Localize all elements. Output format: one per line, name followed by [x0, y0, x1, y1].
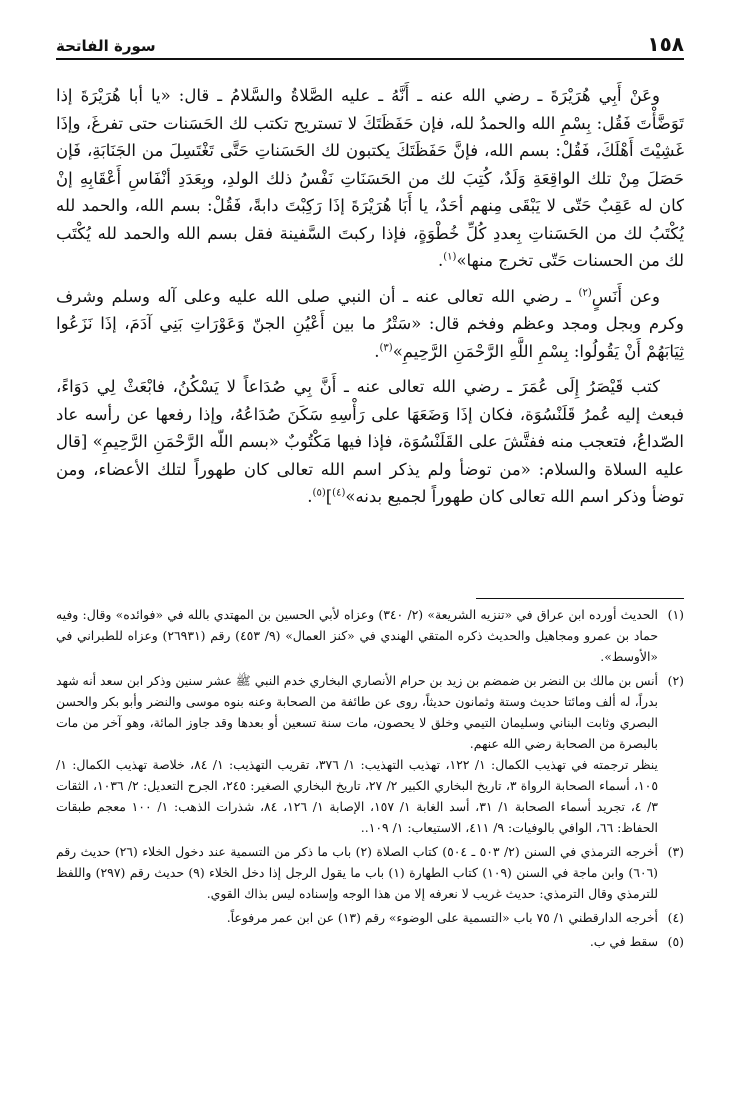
footnote-divider	[476, 598, 684, 599]
footnote	[56, 670, 684, 838]
footnote-marker-3: (٣)	[379, 342, 393, 353]
page-number: ١٥٨	[647, 32, 684, 56]
footnote	[56, 841, 684, 904]
main-text	[56, 82, 684, 519]
footnote-marker-4: (٤)	[332, 487, 346, 499]
footnote-text: أخرجه الدارقطني ١/ ٧٥ باب «التسمية على الوضوء» رقم (١٣) عن ابن عمر مرفوعاً.	[226, 910, 658, 925]
footnote-number: (١)	[667, 607, 684, 622]
footnote-number: (٣)	[667, 844, 684, 859]
footnote-number: (٢)	[667, 673, 684, 688]
paragraph-anas: وعن أَنَسٍ$^{(٢)}$ ـ رضي الله تعالى عنه ـ أن النبي صلى الله عليه وعلى آله وسلم وشرف وكرم وبجل ومجد وعظم وفخم قال: «سَتْرُ ما بين أَعْيُنِ الجنّ وَعَوْرَاتِ بَنِي آدَمَ، إذَا نَزَعُوا ثِيَابَهُمْ أَنْ يَقُولُوا: بِسْمِ اللَّهِ الرَّحْمَنِ الرَّحِيمِ»$^{(٣)}$.	[56, 286, 684, 361]
footnote	[56, 931, 684, 952]
running-header	[56, 30, 684, 60]
footnote-marker-1: (١)	[443, 251, 457, 263]
footnote-number: (٤)	[667, 910, 684, 925]
paragraph-caesar: كتب قَيْصَرُ إِلَى عُمَرَ ـ رضي الله تعالى عنه ـ أَنَّ بِي صُدَاعاً لا يَسْكُنُ، فابْعَثْ لِي دَوَاءً، فبعث إليه عُمرُ قَلَنْسُوَة، فكان إذَا وَضَعَهَا على رَأْسِهِ سَكَنَ صُدَاعُهُ، وإذا رفعها عن رأسه عاد الصّداعُ، فتعجب منه ففتَّشَ على القَلَنْسُوَة، فإذا فيها مَكْتُوبٌ «بسم اللّه الرَّحْمَنِ الرَّحِيمِ» [قال عليه السلاة والسلام: «من توضأ ولم يذكر اسم الله تعالى كان طهوراً لتلك الأعضاء، ومن توضأ وذكر اسم الله تعالى كان طهوراً لجميع بدنه»$^{(٤)}$]$^{(٥)}$.	[56, 377, 684, 506]
surah-title: سورة الفاتحة	[56, 37, 156, 55]
footnote-marker-5: (٥)	[312, 487, 326, 499]
footnote-text: أنس بن مالك بن النضر بن ضمضم بن زيد بن حرام الأنصاري البخاري خدم النبي ﷺ عشر سنين وذكر ابن سعد أنه شهد بدراً، له ألف ومائتا حديث وستة وثمانون حديثاً، روى عن طائفة من الصحابة وعنه بنوه موسى والنضر وأبو بكر والحسن البصري وثابت البناني وسليمان التيمي وخلق لا يحصون، مات سنة تسعين أو بعدها وقد جاوز المائة، وهو آخر من مات بالبصرة من الصحابة رضي الله عنهم.	[56, 673, 658, 751]
footnote-text: الحديث أورده ابن عراق في «تنزيه الشريعة» (٢/ ٣٤٠) وعزاه لأبي الحسين بن المهتدي بالله في «فوائده» وقال: وفيه حماد بن عمرو ومجاهيل والحديث ذكره المتقي الهندي في «كنز العمال» (٩/ ٤٥٣) رقم (٢٦٩٣١) وعزاه للطبراني في «الأوسط».	[56, 607, 658, 664]
footnote	[56, 604, 684, 667]
footnotes	[56, 604, 684, 955]
footnote-marker-2: (٢)	[578, 287, 592, 298]
footnote-text: أخرجه الترمذي في السنن (٢/ ٥٠٣ ـ ٥٠٤) كتاب الصلاة (٢) باب ما ذكر من التسمية عند دخول الخلاء (٢٦) حديث رقم (٦٠٦) وابن ماجة في السنن (١٠٩) كتاب الطهارة (١) باب ما يقول الرجل إذا دخل الخلاء (٩) حديث رقم (٢٩٧) واللفظ للترمذي وقال الترمذي: حديث غريب لا نعرفه إلا من هذا الوجه وإسناده ليس بذاك القوي.	[56, 844, 658, 901]
footnote-number: (٥)	[667, 934, 684, 949]
footnote-text: سقط في ب.	[589, 934, 658, 949]
footnote	[56, 907, 684, 928]
paragraph-abu-hurayra: وعَنْ أَبِي هُرَيْرَةَ ـ رضي الله عنه ـ أَنَّهُ ـ عليه الصَّلاةُ والسَّلامُ ـ قال: «يا أبا هُرَيْرَةَ إذا تَوَضَّأْتَ فَقُل: بِسْمِ الله والحمدُ لله، فإن حَفَظَتَكَ لا تستريح تكتب لك الحَسَنات حتى تفرغَ، وإذَا غَشِيْتَ أَهْلَكَ، فَقُلْ: بسم الله، فإنَّ حَفَظَتَكَ يكتبون لك الحَسَناتِ حَتَّى تَغْتَسِلَ من الجَنَابَةِ، فَإن حَصَلَ مِنْ تلك الواقِعَةِ وَلَدٌ، كُتِبَ لك من الحَسَنَاتِ نَفْسُ ذلك الولدِ، وبِعَدَدِ أنْفَاسِ أَعْقَابِهِ إنْ كان له عَقِبٌ حَتّى لا يَبْقَى مِنهم أحَدٌ، يا أَبَا هُرَيْرَةَ إذَا رَكِبْتَ دابةً، فَقُلْ: بسم الله، والحمد لله يُكْتَبُ لك من الحَسَناتِ بِعددِ كُلِّ خُطْوَةٍ، فإذا ركبتَ السَّفينة فقل بسم الله والحمد لله يُكْتَب لك من الحسنات حَتّى تخرج منها»$^{(١)}$.	[56, 86, 684, 270]
footnote-text: ينظر ترجمته في تهذيب الكمال: ١/ ١٢٢، تهذيب التهذيب: ١/ ٣٧٦، تقريب التهذيب: ١/ ٨٤، خلاصة تهذيب الكمال: ١/ ١٠٥، أسماء الصحابة الرواة ٣، تاريخ البخاري الكبير ٢/ ٢٧، تاريخ البخاري الصغير: ٢٤٥، الجرح التعديل: ٢/ ١٠٣٦، الثقات ٣/ ٤، تجريد أسماء الصحابة ١/ ٣١، أسد الغابة ١/ ١٥٧، الإصابة ١/ ١٢٦، ٨٤، شذرات الذهب: ١/ ١٠٠ معجم طبقات الحفاظ: ٦٦، الوافي بالوفيات: ٩/ ٤١١، الاستيعاب: ١/ ١٠٩..	[56, 757, 658, 835]
